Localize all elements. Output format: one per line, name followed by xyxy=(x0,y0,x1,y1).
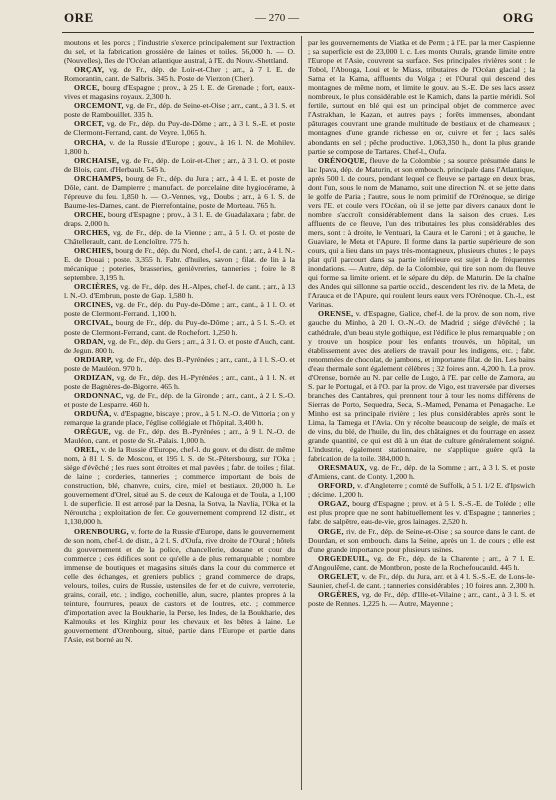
entry-text: vg. de Fr., dép. de Loir-et-Cher ; arr., à 7 l. E. de Romorantin, cant. de Salbris. 345 h. Poste de Vierzon (Cher). xyxy=(64,65,296,84)
dictionary-entry xyxy=(308,38,535,156)
entry-text: bourg d'Espagne ; prov., à 25 l. E. de Grenade ; fort, eaux-vives et magasins royaux. 2,300 h. xyxy=(64,83,296,102)
dictionary-entry xyxy=(308,309,535,463)
entry-headword: ORCHA, xyxy=(74,137,106,147)
entry-headword: ORCHAMPS, xyxy=(74,173,123,183)
entry-headword: ORCHES, xyxy=(74,227,111,237)
entry-text: v. d'Espagne, Galice, chef-l. de la prov. de son nom, rive gauche du Minho, à 20 l. O.-N.-O. de Madrid ; siége d'évêché ; la cathédrale, d'un beau style gothique, est l'édifice le plus remarquable ; on y trouve un hospice pour les enfants trouvés, un hôpital, un établissement avec des ateliers de travail pour les indigens, etc. ; fabr. renommées de chocolat, de jambons, et importante filat. de lin. Les bains d'eau thermale sont également célèbres ; 32 foires ann. 4,200 h. La prov. d'Orense, bornée au N. par celle de Lugo, à l'E. par celle de Zamora, au S. par le Portugal, et à l'O. par la prov. de Vigo, est traversée par diverses branches des Cantabres, qui prennent tour à tour les noms différens de Sierras de Porto, Sequedra, Seca, S.-Mamed, Penama et Penagache. Le Minho est sa principale rivière ; les plus considérables après sont le Lima, la Tamega et l'Avia. On y récolte beaucoup de seigle, de maïs et de vins, du blé, de l'huile, du lin, des châtaignes et du fourrage en assez grande quantité, ce qui est dû à un état de culture généralement soigné. L'industrie, également stationnaire, ne s'applique guère qu'à la fabrication de la toile. 384,000 h. xyxy=(308,309,535,464)
entry-text: vg. de Fr., dép. de la Charente ; arr., à 7 l. E. d'Angoulême, cant. de Montbron, poste de la Rochefoucauld. 445 h. xyxy=(308,553,535,572)
dictionary-entry xyxy=(308,156,535,310)
entry-headword: ORCHE, xyxy=(74,209,106,219)
dictionary-entry xyxy=(64,355,295,373)
entry-text: v. d'Espagne, biscaye ; prov., à 5 l. N.-O. de Vittoria ; on y remarque la grande place, l'église collégiale et l'hôpital. 3,400 h. xyxy=(64,408,296,427)
entry-text: vg. de Fr., dép. du Puy-de-Dôme ; arr., à 3 l. S.-E. et poste de Clermont-Ferrand, cant. de Veyre. 1,065 h. xyxy=(64,119,296,138)
entry-text: bourg de Fr., dép. du Jura ; arr., à 4 l. E. et poste de Dôle, cant. de Dampierre ; manufact. de porcelaine dite hygiocérame, à l'épreuve du feu. 1,850 h. — O.-Vennes, vg., Doubs ; arr., à 6 l. S. de Baume-les-Dames, cant. de Pierrefontaine, poste de Morteau. 765 h. xyxy=(64,173,296,210)
entry-text: vg. de Fr., dép. de la Somme ; arr., à 3 l. S. et poste d'Amiens, cant. de Conty. 1,200 h. xyxy=(308,463,535,482)
entry-text: vg. de Fr., dép. d'Ille-et-Vilaine ; arr., cant., à 3 l. S. et poste de Rennes. 1,225 h. — Autre, Mayenne ; xyxy=(308,589,536,608)
page-header xyxy=(0,10,556,30)
entry-text: v. forte de la Russie d'Europe, dans le gouvernement de son nom, chef-l. de distr., à 2 l. S. d'Oufa, rive droite de l'Oural ; hôtels du gouvernement et de la police, chancellerie, douane et cour du commerce ; ces édifices sont ce qu'elle a de plus remarquable ; nombre immense de boutiques et magasins situés dans la cour du commerce et celle des échanges, et greniers publics ; grand commerce de draps, velours, toiles, cuirs de Russie, ustensiles de fer et de cuivre, verroterie, grains, corail, etc. ; indigo, cochenille, alun, sucre, plantes propres à la teinture, fourrures, peaux de castors et de loutres, etc. ; commerce d'importation avec la Boukharie, la Perse, les Indes, de la Boukharie, des Kalmouks et les Kirghiz pour les chevaux et les bêtes à laine. Le gouvernement d'Orenbourg, situé, partie dans l'Europe et partie dans l'Asie, est borné au N. xyxy=(64,526,295,645)
dictionary-entry xyxy=(64,318,295,336)
entry-headword: ORCIÈRES, xyxy=(74,282,119,292)
dictionary-entry xyxy=(308,590,535,608)
entry-headword: ORDUÑA, xyxy=(74,408,112,418)
entry-headword: ORFORD, xyxy=(318,481,355,491)
entry-headword: ORGELET, xyxy=(318,571,360,581)
dictionary-entry xyxy=(64,427,295,445)
dictionary-entry xyxy=(308,463,535,481)
entry-text: riv. de Fr., dép. de Seine-et-Oise ; sa source dans le cant. de Dourdan, et son embouch. dans la Seine, après un 1. de cours ; elle est d'une grande importance pour plusieurs usines. xyxy=(308,526,535,554)
entry-text: vg. de Fr., dép. de Loir-et-Cher ; arr., à 3 l. O. et poste de Blois, cant. d'Herbault. 545 h. xyxy=(64,155,296,174)
entry-headword: ORGE, xyxy=(318,526,344,536)
entry-text: v. de la Russie d'Europe ; gouv., à 16 l. N. de Mohilev. 1,800 h. xyxy=(64,137,296,156)
dictionary-entry xyxy=(64,337,295,355)
entry-headword: ORDIZAN, xyxy=(74,372,115,382)
dictionary-entry xyxy=(64,101,295,119)
entry-headword: ORCEMONT, xyxy=(74,101,124,111)
dictionary-entry xyxy=(64,282,295,300)
dictionary-entry xyxy=(64,373,295,391)
header-left-keyword: ORE xyxy=(64,10,94,25)
entry-headword: ORCHAISE, xyxy=(74,155,120,165)
entry-headword: ORCET, xyxy=(74,119,105,129)
entry-headword: ORDAN, xyxy=(74,336,106,346)
entry-headword: ORCHIES, xyxy=(74,246,114,256)
entry-text: par les gouvernements de Viatka et de Perm ; à l'E. par la mer Caspienne ; sa superficie est de 23,000 l. c. Les monts Ourals, grande limite entre l'Europe et l'Asie, couvrent sa surface. Ses principales rivières sont : le Tobol, l'Abouga, Loui et le Miass, tributaires de l'Océan glacial ; la Sama et la Kama, affluents du Volga ; et l'Oural qui descend des montagnes de même nom, et limite le gouv. au S.-E. De ses lacs assez nombreux, le plus considérable est le Kamich, dans la partie méridi. Sol fertile, surtout en blé qui est un principal objet de commerce avec l'Astrakhan, le Kazan, et autres pays ; forêts immenses, abondant pâturages couvrant une grande multitude de bestiaux et de chameaux ; montagnes d'une grande richesse en or, cuivre et fer ; lacs salés abondants en sel ; pêche productive. 1,063,350 h., dont la plus grande partie se compose de Tartares. Chef-l., Oufa. xyxy=(308,38,535,156)
entry-text: bourg de Fr., dép. du Puy-de-Dôme ; arr., à 5 l. S.-O. et poste de Clermont-Ferrand, cant. de Rochefort. 1,250 h. xyxy=(64,318,296,337)
entry-headword: ORENBOURG, xyxy=(74,526,129,536)
column-divider xyxy=(301,36,302,790)
entry-text: v. d'Angleterre ; comté de Suffolk, à 5 l. 1/2 E. d'Ipswich ; décime. 1,200 h. xyxy=(308,481,535,500)
page-number: — 270 — xyxy=(255,12,299,24)
entry-headword: ORGEDEUIL, xyxy=(318,553,370,563)
entry-text: vg. de Fr., dép. des B.-Pyrénées ; arr., cant., à 1 l. S.-O. et poste de Mauléon. 970 h. xyxy=(64,354,296,373)
entry-headword: ORENSE, xyxy=(318,309,354,319)
dictionary-entry xyxy=(308,527,535,554)
entry-text: v. de Fr., dép. du Jura, arr. et à 4 l. S.-S.-E. de Lons-le-Saunier, chef-l. de cant. ; tanneries considérables ; 10 foires ann. 2,300 h. xyxy=(308,571,536,590)
right-column xyxy=(308,38,535,608)
entry-text: vg. de Fr., dép. du Gers ; arr., à 3 l. O. et poste d'Auch, cant. de Jegun. 800 h. xyxy=(64,336,295,355)
dictionary-entry xyxy=(64,156,295,174)
entry-text: vg. de Fr., dép. des H.-Alpes, chef-l. de cant. ; arr., à 13 l. N.-O. d'Embrun, poste de Gap. 1,580 h. xyxy=(64,282,296,301)
entry-text: bourg d'Espagne ; prov., à 3 l. E. de Guadalaxara ; fabr. de draps. 2,000 h. xyxy=(64,209,296,228)
entry-text: vg. de Fr., dép. de la Gironde ; arr., cant., à 2 l. S.-O. et poste de Lesparre. 460 h. xyxy=(64,390,295,409)
entry-headword: ORCINES, xyxy=(74,300,113,310)
dictionary-entry xyxy=(308,481,535,499)
entry-headword: ORCE, xyxy=(74,83,100,93)
entry-headword: OREL, xyxy=(74,445,99,455)
header-right-keyword: ORG xyxy=(502,10,534,25)
dictionary-entry xyxy=(64,391,295,409)
entry-text: moutons et les porcs ; l'industrie s'exerce principalement sur l'extraction du sel, et la fabrication grossière de laines et toiles. 56,000 h. — O. (Nouvelles), îles de l'Océan atlantique austral, à l'E. du Nouv.-Shettland. xyxy=(64,38,295,66)
entry-text: vg. de Fr., dép. des H.-Pyrénées ; arr., cant., à 1 l. N. et poste de Bagnères-de-Bigorre. 465 h. xyxy=(64,372,295,391)
entry-text: vg. de Fr., dép. de Seine-et-Oise ; arr., cant., à 3 l. S. et poste de Rambouillet. 335 h. xyxy=(64,101,295,120)
dictionary-entry xyxy=(64,246,295,282)
entry-headword: ORCIVAL, xyxy=(74,318,114,328)
entry-headword: ORGÈRES, xyxy=(318,589,360,599)
entry-headword: ORÈGUE, xyxy=(74,427,111,437)
dictionary-entry xyxy=(64,409,295,427)
left-column xyxy=(64,38,295,644)
entry-text: bourg d'Espagne ; prov. et à 5 l. S.-S.-E. de Tolède ; elle est plus propre que ne sont habituellement les v. d'Espagne ; tanneries ; fabr. de salpêtre, eau-de-vie, gros lainages. 2,520 h. xyxy=(308,499,536,527)
dictionary-entry xyxy=(64,174,295,210)
entry-text: fleuve de la Colombie ; sa source présumée dans le lac Ipava, dép. de Maturin, et son embouch. principale dans l'Atlantique, après 500 l. de cours, pendant lequel ce fleuve se partage en deux bras, dont l'un, sous le nom de Manamo, suit une direction N. et se jette dans le golfe de Paria ; l'autre, sous le nom primitif de l'Orénoque, se dirige vers l'E. et coule vers l'Océan, où il se jette par divers canaux dont le nombre s'accroît considérablement dans la saison des crues. Les affluents de ce fleuve, l'un des tributaires les plus considérables des mers, sont : à droite, le Ventuari, la Caura et le Caroni ; et à gauche, le Guaviare, le Meta et l'Apure. Il forme dans la partie supérieure de son cours, qui a lieu dans un pays très-montagneux, plusieurs chutes ; le pays plat qu'il parcourt dans sa partie inférieure est sujet à de fréquentes inondations. — Autre, dép. de la Colombie, qui tire son nom du fleuve qui forme sa limite orient. et le sépare du dép. de Maturin. De la chaîne des Andes qui sillonne sa partie occid., descendent les riv. de la Meta, de l'Arauca et de l'Apure, qui roulent leurs eaux vers l'Orénoque. Ch.-l., est Varinas. xyxy=(308,155,535,310)
dictionary-entry xyxy=(64,138,295,156)
entry-headword: ORESMAUX, xyxy=(318,463,367,473)
entry-headword: ORDIARP, xyxy=(74,354,113,364)
entry-text: v. de la Russie d'Europe, chef-l. du gouv. et du distr. de même nom, à 81 l. S. de Moscou, et 195 l. S. de St.-Pétersbourg, sur l'Oka ; siége d'évêché ; les rues sont étroites et mal pavées ; fabr. de toiles ; filat. de laine ; corderies, tanneries ; commerce important de bois de construction, blé, chanvre, cuirs, cire, miel et bestiaux. 20,000 h. Le gouvernement d'Orel, situé au S. de ceux de Kalouga et de Toula, a 1,100 l. de superficie. Il est arrosé par la Desna, la Sotva, la Navlia, l'Oka et la Néroutcha ; exploitation de fer. Ce gouvernement comprend 12 distr., et 1,130,000 h. xyxy=(64,445,295,527)
dictionary-entry xyxy=(64,38,295,65)
entry-headword: ORÉNOQUE, xyxy=(318,155,367,165)
entry-text: vg. de Fr., dép. du Puy-de-Dôme ; arr., cant., à 1 l. O. et poste de Clermont-Ferrand. 1,100 h. xyxy=(64,300,295,319)
entry-text: vg. de Fr., dép. de la Vienne ; arr., à 5 l. O. et poste de Châtellerault, cant. de Lencloître. 775 h. xyxy=(64,227,296,247)
header-rule xyxy=(62,32,534,33)
dictionary-entry xyxy=(64,119,295,137)
dictionary-entry xyxy=(64,210,295,228)
entry-text: vg. de Fr., dép. des B.-Pyrénées ; arr., à 9 l. N.-O. de Mauléon, cant. et poste de St.-Palais. 1,000 h. xyxy=(64,427,295,446)
dictionary-entry xyxy=(308,499,535,526)
dictionary-entry xyxy=(64,527,295,645)
dictionary-entry xyxy=(64,445,295,526)
entry-text: bourg de Fr., dép. du Nord, chef-l. de cant. ; arr., à 4 l. N.-E. de Douai ; poste. 3,355 h. Fabr. d'huiles, savon ; filat. de lin à la mécanique ; poteries, brasseries, genièvreries, tanneries ; foire le 8 septembre. 3,195 h. xyxy=(64,246,295,283)
dictionary-entry xyxy=(64,300,295,318)
dictionary-entry xyxy=(64,228,295,246)
dictionary-entry xyxy=(64,83,295,101)
dictionary-entry xyxy=(308,554,535,572)
entry-headword: ORÇAY, xyxy=(74,65,105,75)
entry-headword: ORGAZ, xyxy=(318,499,350,509)
entry-headword: ORDONNAC, xyxy=(74,390,124,400)
dictionary-entry xyxy=(64,65,295,83)
dictionary-entry xyxy=(308,572,535,590)
